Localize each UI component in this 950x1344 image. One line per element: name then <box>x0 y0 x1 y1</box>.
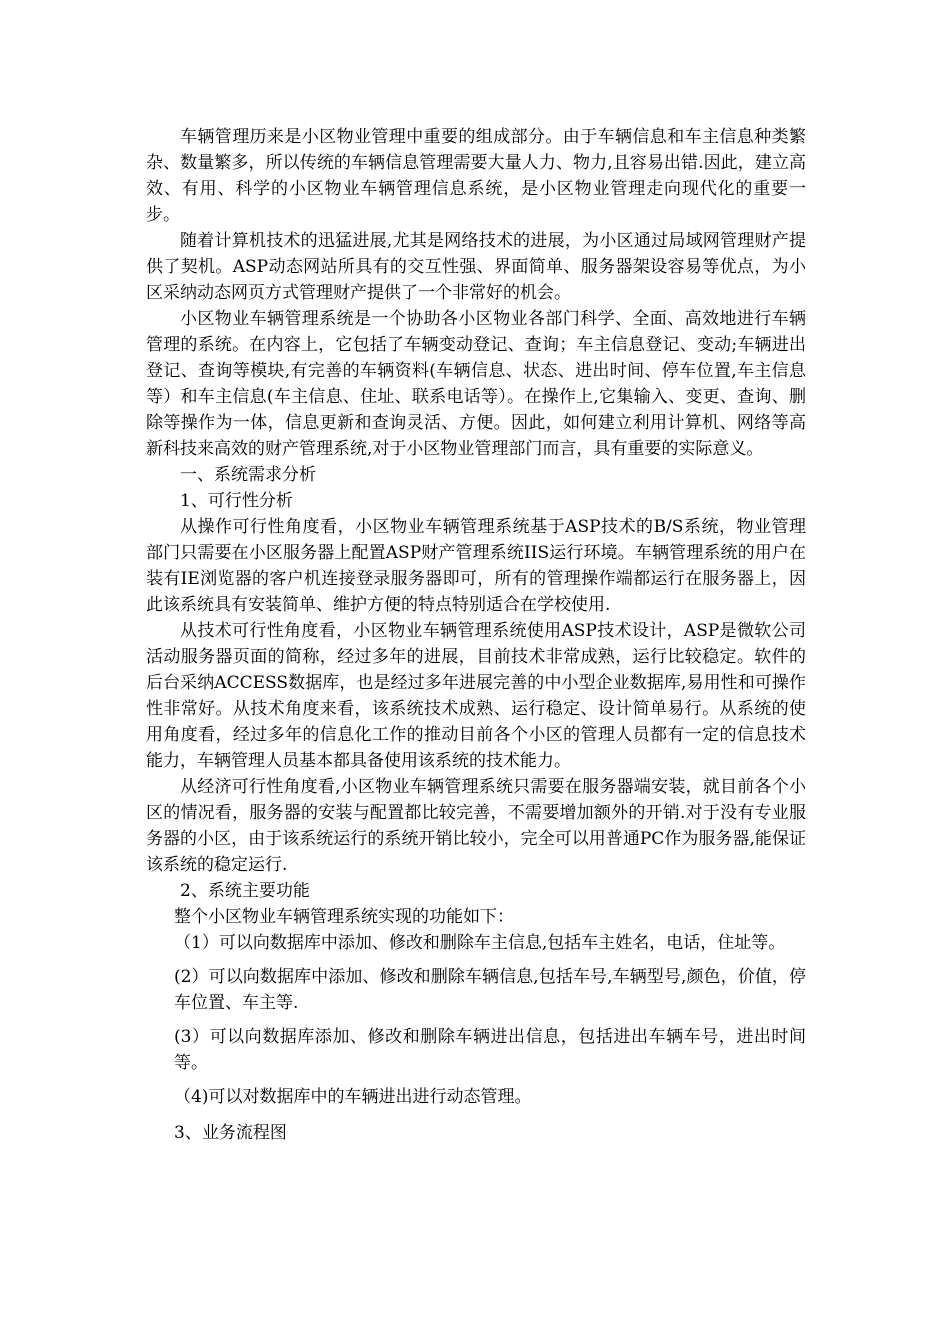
section-heading-requirements: 一、系统需求分析 <box>180 465 316 485</box>
document-body <box>146 124 806 1146</box>
subsection-heading-feasibility: 1、可行性分析 <box>180 491 293 511</box>
feasibility-economic-paragraph: 从经济可行性角度看,小区物业车辆管理系统只需要在服务器端安装，就目前各个小区的情况看，服务器的安装与配置都比较完善，不需要增加额外的开销.对于没有专业服务器的小区，由于该系统运行的系统开销比较小，完全可以用普通PC作为服务器,能保证该系统的稳定运行. <box>146 777 806 875</box>
feasibility-technical-paragraph: 从技术可行性角度看，小区物业车辆管理系统使用ASP技术设计，ASP是微软公司活动服务器页面的简称，经过多年的进展，目前技术非常成熟，运行比较稳定。软件的后台采纳ACCESS数据库，也是经过多年进展完善的中小型企业数据库,易用性和可操作性非常好。从技术角度来看，该系统技术成熟、运行稳定、设计简单易行。从系统的使用角度看，经过多年的信息化工作的推动目前各个小区的管理人员都有一定的信息技术能力，车辆管理人员基本都具备使用该系统的技术能力。 <box>146 621 806 771</box>
intro-paragraph-1: 车辆管理历来是小区物业管理中重要的组成部分。由于车辆信息和车主信息种类繁杂、数量繁多，所以传统的车辆信息管理需要大量人力、物力,且容易出错.因此，建立高效、有用、科学的小区物业车辆管理信息系统，是小区物业管理走向现代化的重要一步。 <box>146 127 806 225</box>
subsection-heading-flowchart: 3、业务流程图 <box>174 1123 287 1143</box>
function-item-3: (3）可以向数据库添加、修改和删除车辆进出信息，包括进出车辆车号，进出时间等。 <box>174 1027 806 1073</box>
subsection-heading-functions: 2、系统主要功能 <box>180 881 310 901</box>
feasibility-operation-paragraph: 从操作可行性角度看，小区物业车辆管理系统基于ASP技术的B/S系统，物业管理部门只需要在小区服务器上配置ASP财产管理系统IIS运行环境。车辆管理系统的用户在装有IE浏览器的客户机连接登录服务器即可，所有的管理操作端都运行在服务器上，因此该系统具有安装简单、维护方便的特点特别适合在学校使用. <box>146 517 806 615</box>
functions-lead-sentence: 整个小区物业车辆管理系统实现的功能如下： <box>174 907 514 927</box>
function-item-4: （4)可以对数据库中的车辆进出进行动态管理。 <box>174 1087 532 1107</box>
function-item-2: (2）可以向数据库中添加、修改和删除车辆信息,包括车号,车辆型号,颜色，价值，停车位置、车主等. <box>174 967 806 1013</box>
intro-paragraph-2: 随着计算机技术的迅猛进展,尤其是网络技术的进展，为小区通过局域网管理财产提供了契机。ASP动态网站所具有的交互性强、界面简单、服务器架设容易等优点，为小区采纳动态网页方式管理财产提供了一个非常好的机会。 <box>146 231 806 303</box>
intro-paragraph-3: 小区物业车辆管理系统是一个协助各小区物业各部门科学、全面、高效地进行车辆管理的系统。在内容上，它包括了车辆变动登记、查询；车主信息登记、变动;车辆进出登记、查询等模块,有完善的车辆资料(车辆信息、状态、进出时间、停车位置,车主信息等）和车主信息(车主信息、住址、联系电话等）。在操作上,它集输入、变更、查询、删除等操作为一体，信息更新和查询灵活、方便。因此，如何建立利用计算机、网络等高新科技来高效的财产管理系统,对于小区物业管理部门而言，具有重要的实际意义。 <box>146 309 806 459</box>
function-item-1: （1）可以向数据库中添加、修改和删除车主信息,包括车主姓名，电话，住址等。 <box>174 933 786 953</box>
